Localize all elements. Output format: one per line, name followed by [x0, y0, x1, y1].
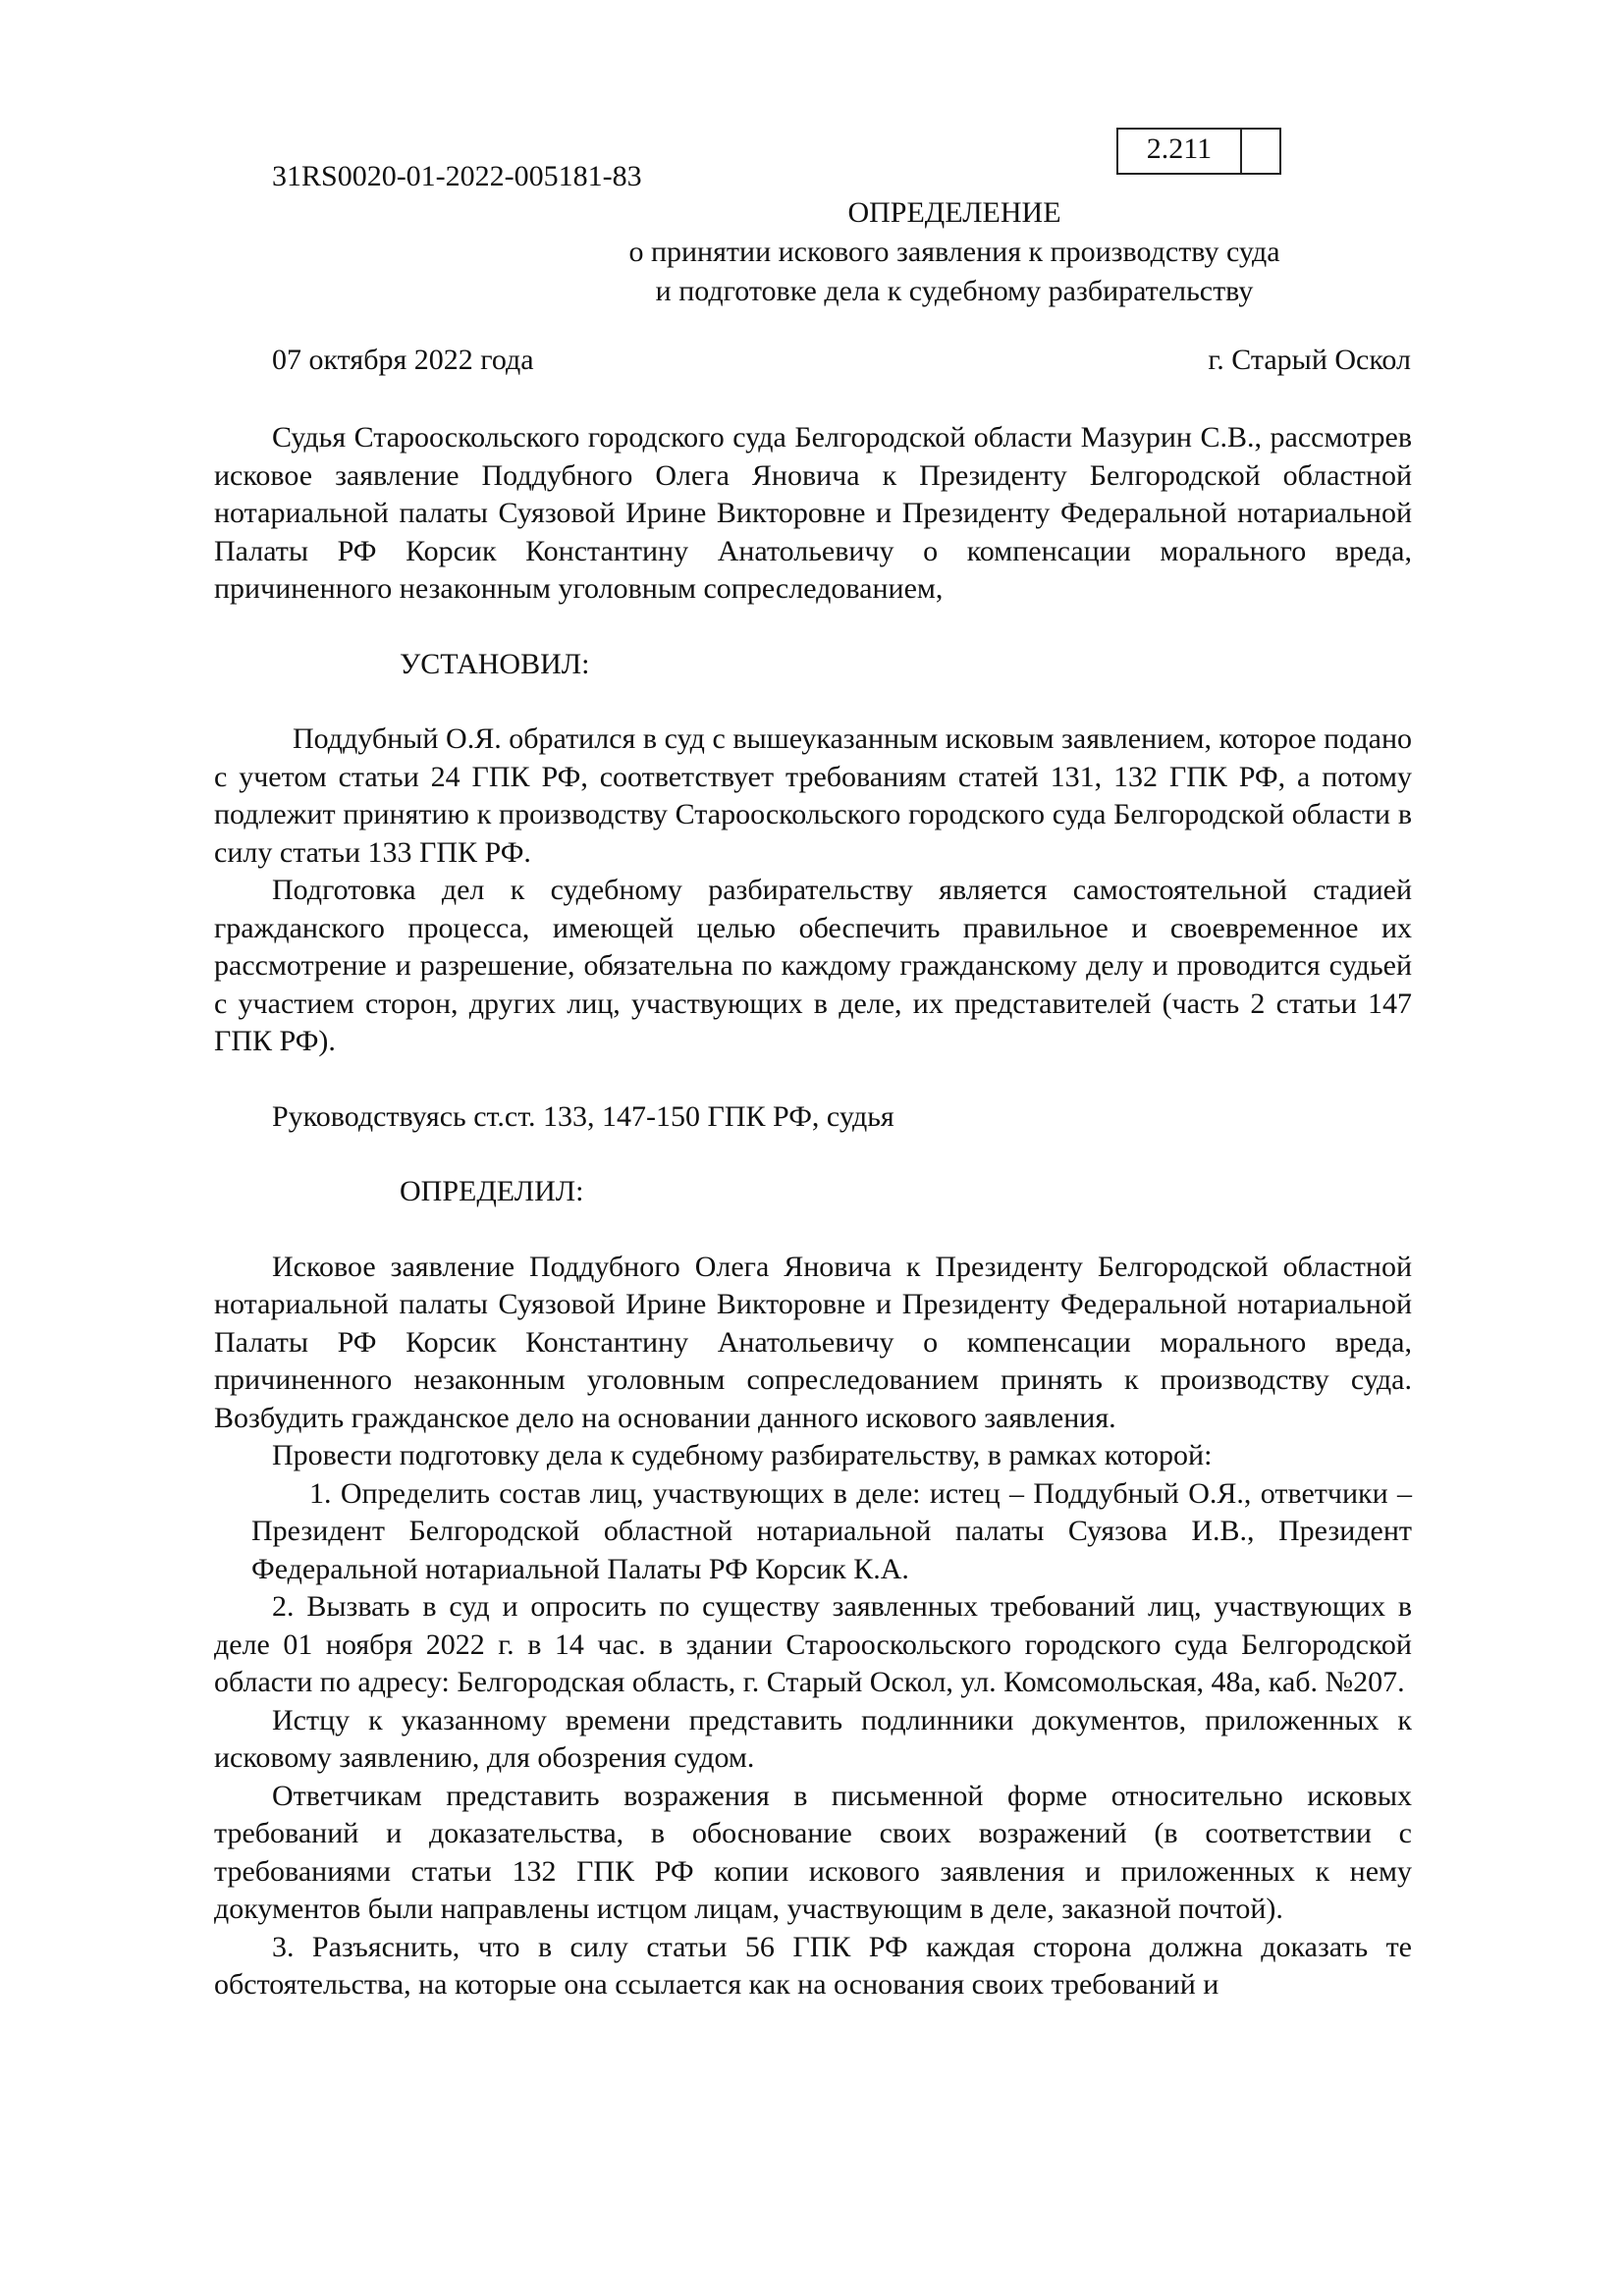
prepare-case-paragraph: Провести подготовку дела к судебному разбирательству, в рамках которой:	[272, 1439, 1213, 1471]
established-paragraph-1: Поддубный О.Я. обратился в суд с вышеуказанным исковым заявлением, которое подано с учетом статьи 24 ГПК РФ, соответствует требованиям статей 131, 132 ГПК РФ, а потому подлежит принятию к производству Старооскольского городского суда Белгородской области в силу статьи 133 ГПК РФ.	[214, 722, 1412, 869]
category-code-empty-cell	[1242, 130, 1279, 173]
document-title: ОПРЕДЕЛЕНИЕ	[847, 196, 1061, 229]
document-city: г. Старый Оскол	[1208, 344, 1411, 376]
case-number: 31RS0020-01-2022-005181-83	[272, 160, 642, 192]
document-date: 07 октября 2022 года	[272, 344, 534, 376]
document-subtitle-line-1: о принятии искового заявления к производству суда	[628, 236, 1280, 268]
document-subtitle-line-2: и подготовке дела к судебному разбирательству	[655, 275, 1254, 307]
list-item-3: 3. Разъяснить, что в силу статьи 56 ГПК РФ каждая сторона должна доказать те обстоятельства, на которые она ссылается как на основания своих требований и	[214, 1930, 1412, 2001]
list-item-2: 2. Вызвать в суд и опросить по существу заявленных требований лиц, участвующих в деле 01 ноября 2022 г. в 14 час. в здании Старооскольского городского суда Белгородской области по адресу: Белгородская область, г. Старый Оскол, ул. Комсомольская, 48а, каб. №207.	[214, 1590, 1412, 1698]
heading-determined: ОПРЕДЕЛИЛ:	[400, 1175, 584, 1207]
plaintiff-instruction: Истцу к указанному времени представить подлинники документов, приложенных к исковому заявлению, для обозрения судом.	[214, 1703, 1412, 1774]
category-code: 2.211	[1118, 130, 1242, 173]
heading-established: УСТАНОВИЛ:	[400, 647, 590, 680]
established-paragraph-2: Подготовка дел к судебному разбирательству является самостоятельной стадией гражданского процесса, имеющей целью обеспечить правильное и своевременное их рассмотрение и разрешение, обязательна по каждому гражданскому делу и проводится судьей с участием сторон, других лиц, участвующих в деле, их представителей (часть 2 статьи 147 ГПК РФ).	[214, 874, 1412, 1057]
document-title-block	[214, 193, 1420, 311]
category-code-box	[1116, 128, 1281, 175]
defendants-instruction: Ответчикам представить возражения в письменной форме относительно исковых требований и доказательства, в обоснование своих возражений (в соответствии с требованиями статьи 132 ГПК РФ копии искового заявления и приложенных к нему документов были направлены истцом лицам, участвующим в деле, заказной почтой).	[214, 1779, 1412, 1925]
intro-paragraph: Судья Старооскольского городского суда Белгородской области Мазурин С.В., рассмотрев исковое заявление Поддубного Олега Яновича к Президенту Белгородской областной нотариальной палаты Суязовой Ирине Викторовне и Президенту Федеральной нотариальной Палаты РФ Корсик Константину Анатольевичу о компенсации морального вреда, причиненного незаконным уголовным сопреследованием,	[214, 421, 1412, 605]
document-body	[214, 419, 1412, 2004]
guided-by-paragraph: Руководствуясь ст.ст. 133, 147-150 ГПК РФ, судья	[272, 1099, 894, 1133]
date-place-line	[272, 341, 1411, 380]
list-item-1: 1. Определить состав лиц, участвующих в деле: истец – Поддубный О.Я., ответчики – Президент Белгородской областной нотариальной палаты Суязова И.В., Президент Федеральной нотариальной Палаты РФ Корсик К.А.	[251, 1476, 1412, 1585]
accept-claim-paragraph: Исковое заявление Поддубного Олега Яновича к Президенту Белгородской областной нотариальной палаты Суязовой Ирине Викторовне и Президенту Федеральной нотариальной Палаты РФ Корсик Константину Анатольевичу о компенсации морального вреда, причиненного незаконным уголовным сопреследованием принять к производству суда. Возбудить гражданское дело на основании данного искового заявления.	[214, 1250, 1412, 1434]
